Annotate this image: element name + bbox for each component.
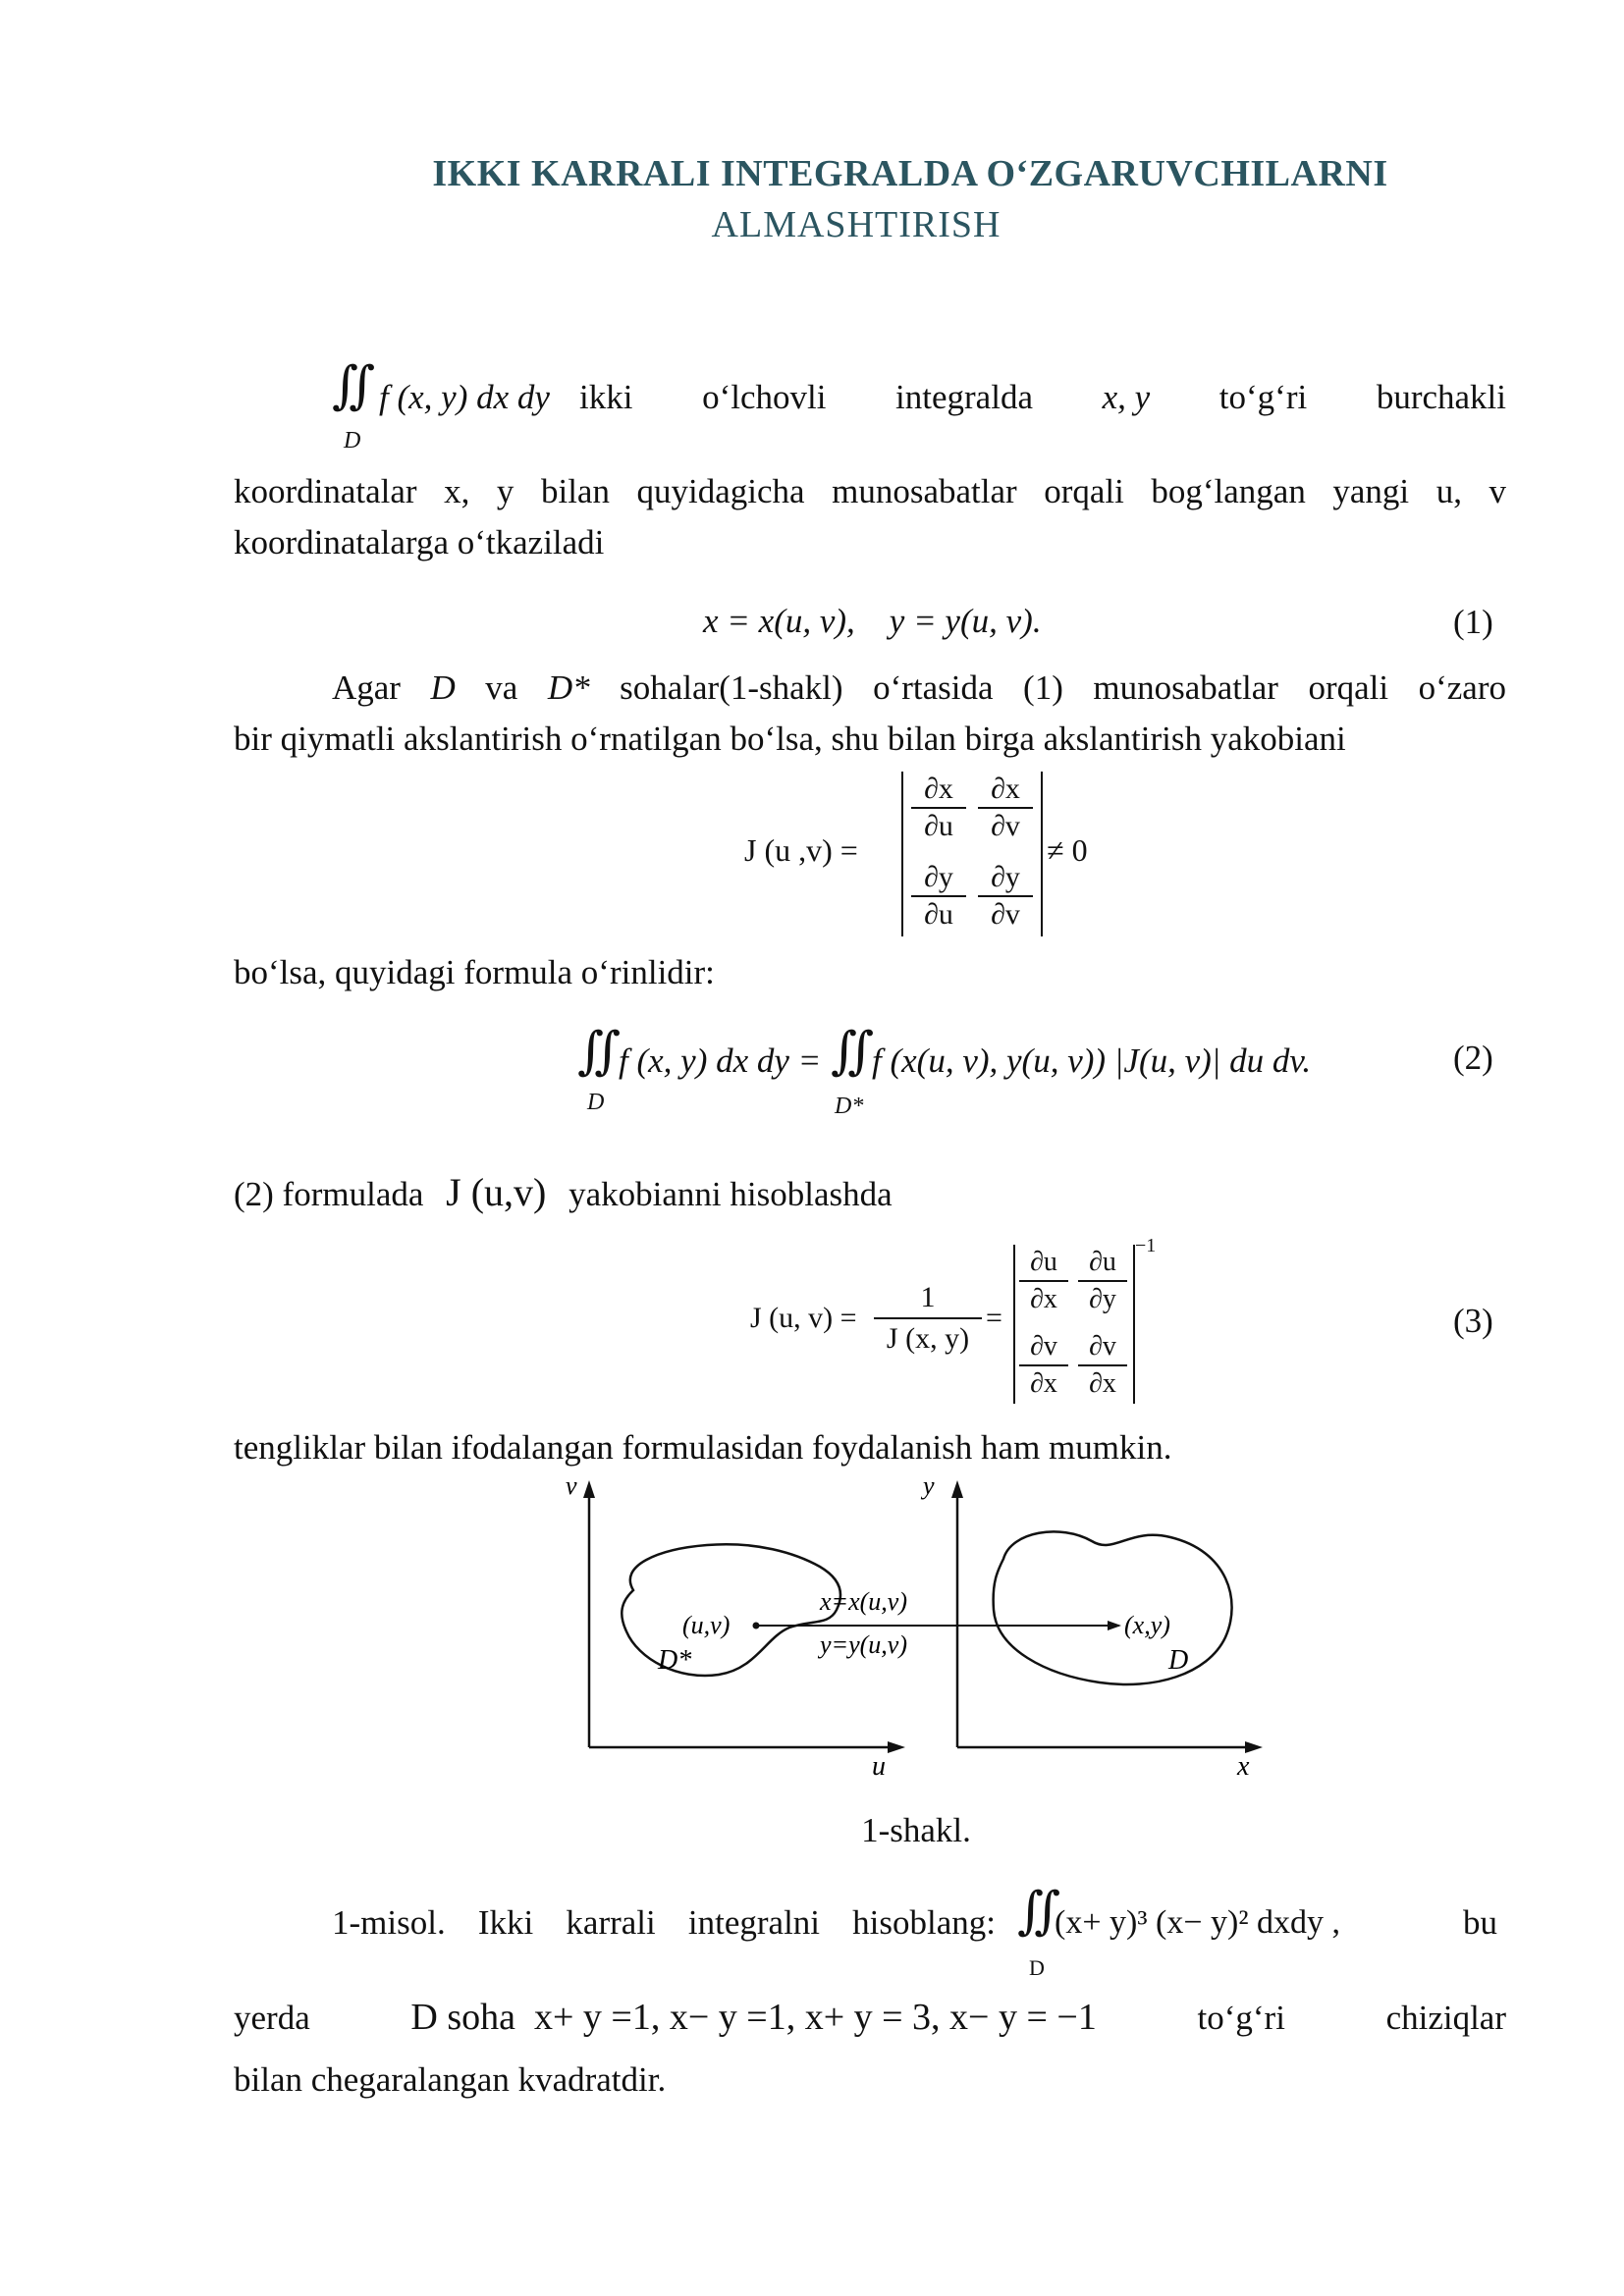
- jac-cell-xu: [911, 772, 966, 844]
- right-y-arrow: [951, 1480, 963, 1498]
- para1-integral: [332, 358, 376, 414]
- jac-den: ∂v: [991, 898, 1020, 931]
- label-map-y: y=y(u,v): [820, 1630, 907, 1659]
- double-integral-sign: ∬: [831, 1024, 875, 1080]
- eq3-determinant: [1013, 1245, 1135, 1404]
- eq3-equals: =: [986, 1302, 1002, 1334]
- equation-1-number: (1): [1453, 603, 1493, 641]
- eq2-lhs: f (x, y) dx dy =: [619, 1041, 822, 1080]
- example-conditions: D soha x+ y =1, x− y =1, x+ y = 3, x− y = −1: [410, 1997, 1097, 2038]
- jac-num: ∂x: [911, 772, 966, 809]
- para4: [234, 1168, 893, 1219]
- eq3-cell-ux: [1019, 1245, 1068, 1317]
- eq3-lhs: J (u, v) =: [750, 1302, 857, 1334]
- para1-line1: [579, 373, 1506, 422]
- jac-cell-xv: [978, 772, 1033, 844]
- example-integrand: (x+ y)³ (x− y)² dxdy ,: [1055, 1904, 1341, 1941]
- word: D: [430, 668, 456, 707]
- eq2-lhs-domain: D: [587, 1090, 605, 1115]
- para2-line1: [332, 664, 1506, 713]
- jacobian-lhs: J (u ,v) =: [744, 832, 858, 868]
- label-region-d-star: D*: [658, 1645, 692, 1676]
- example-integral-domain: D: [1029, 1955, 1045, 1980]
- word: sohalar(1-shakl): [620, 668, 843, 707]
- jac-den: ∂u: [924, 898, 953, 931]
- word: o‘zaro: [1418, 668, 1506, 707]
- word: munosabatlar: [1093, 668, 1278, 707]
- region-d-star: [622, 1544, 840, 1676]
- double-integral-sign: ∬: [332, 358, 376, 414]
- eq3-frac-num: 1: [874, 1278, 982, 1319]
- para4-prefix: (2) formulada: [234, 1175, 424, 1213]
- left-v-arrow: [583, 1480, 595, 1498]
- word: ikki: [579, 378, 633, 416]
- figure-1-caption: 1-shakl.: [861, 1811, 971, 1849]
- eq3-frac-den: J (x, y): [886, 1322, 970, 1355]
- equation-3-number: (3): [1453, 1302, 1493, 1340]
- word: (1): [1023, 668, 1063, 707]
- double-integral-sign: ∬: [1017, 1884, 1061, 1940]
- word: to‘g‘ri: [1197, 1999, 1285, 2037]
- word: yerda: [234, 1999, 310, 2037]
- eq3-cell-vx: [1019, 1329, 1068, 1402]
- eq3-num: ∂v: [1019, 1329, 1068, 1366]
- word: orqali: [1308, 668, 1389, 707]
- word: o‘lchovli: [702, 378, 827, 416]
- word: integralni: [687, 1903, 821, 1942]
- para4-jacobian: J (u,v): [446, 1170, 547, 1214]
- para1-integral-domain: D: [344, 428, 361, 454]
- axis-label-u: u: [872, 1751, 886, 1782]
- jac-den: ∂u: [924, 810, 953, 842]
- word: Ikki: [477, 1903, 534, 1942]
- left-u-arrow: [888, 1741, 905, 1753]
- jacobian-determinant: [901, 772, 1043, 936]
- title-line-1: IKKI KARRALI INTEGRALDA O‘ZGARUVCHILARNI: [432, 153, 1388, 194]
- word: va: [485, 668, 518, 707]
- axis-label-v: v: [566, 1472, 577, 1500]
- eq2-rhs-domain: D*: [835, 1094, 864, 1119]
- word: D*: [547, 668, 590, 707]
- eq3-num: ∂v: [1078, 1329, 1127, 1366]
- word: Agar: [332, 668, 401, 707]
- jacobian-rhs: ≠ 0: [1047, 832, 1088, 868]
- double-integral-sign: ∬: [577, 1024, 622, 1080]
- eq3-cell-uy: [1078, 1245, 1127, 1317]
- jac-num: ∂x: [978, 772, 1033, 809]
- para1-line2: koordinatalar x, y bilan quyidagicha munosabatlar orqali bog‘langan yangi u, v: [234, 472, 1506, 510]
- eq3-num: ∂u: [1019, 1245, 1068, 1282]
- eq2-rhs-integral: [831, 1024, 875, 1080]
- region-d: [994, 1531, 1232, 1684]
- eq3-num: ∂u: [1078, 1245, 1127, 1282]
- word: karrali: [566, 1903, 656, 1942]
- word: hisoblang:: [852, 1903, 996, 1942]
- eq3-den: ∂y: [1089, 1284, 1116, 1314]
- figure-1-diagram: [550, 1472, 1276, 1787]
- equation-1: x = x(u, v), y = y(u, v).: [703, 602, 1042, 640]
- example-line3: bilan chegaralangan kvadratdir.: [234, 2060, 667, 2099]
- eq3-power: −1: [1135, 1235, 1157, 1256]
- word: x, y: [1102, 378, 1151, 416]
- eq2-lhs-integral: [577, 1024, 622, 1080]
- word: burchakli: [1376, 378, 1506, 416]
- eq3-cell-vx2: [1078, 1329, 1127, 1402]
- eq3-den: ∂x: [1030, 1368, 1057, 1399]
- para1-line3: koordinatalarga o‘tkaziladi: [234, 523, 605, 561]
- para3: bo‘lsa, quyidagi formula o‘rinlidir:: [234, 953, 715, 991]
- para1-integrand: f (x, y) dx dy: [379, 378, 550, 416]
- label-point-uv: (u,v): [682, 1611, 731, 1639]
- para4-suffix: yakobianni hisoblashda: [568, 1175, 893, 1213]
- jac-cell-yu: [911, 860, 966, 933]
- jac-num: ∂y: [978, 860, 1033, 897]
- example-line1: [332, 1898, 996, 1948]
- word: to‘g‘ri: [1218, 378, 1308, 416]
- axis-label-y: y: [923, 1472, 935, 1500]
- jac-num: ∂y: [911, 860, 966, 897]
- eq3-den: ∂x: [1089, 1368, 1116, 1399]
- equation-2-number: (2): [1453, 1039, 1493, 1077]
- eq3-den: ∂x: [1030, 1284, 1057, 1314]
- label-map-x: x=x(u,v): [820, 1587, 907, 1616]
- jac-cell-yv: [978, 860, 1033, 933]
- jac-den: ∂v: [991, 810, 1020, 842]
- word: 1-misol.: [332, 1903, 446, 1942]
- example-tail: bu: [1463, 1903, 1497, 1942]
- word: o‘rtasida: [873, 668, 994, 707]
- eq2-rhs: f (x(u, v), y(u, v)) |J(u, v)| du dv.: [872, 1041, 1312, 1080]
- label-region-d: D: [1168, 1645, 1189, 1676]
- para2-line2: bir qiymatli akslantirish o‘rnatilgan bo‘lsa, shu bilan birga akslantirish yakobiani: [234, 720, 1346, 758]
- axis-label-x: x: [1237, 1751, 1250, 1782]
- title-line-2: ALMASHTIRISH: [711, 204, 1001, 245]
- para5: tengliklar bilan ifodalangan formulasidan foydalanish ham mumkin.: [234, 1428, 1172, 1467]
- example-line2: [234, 1993, 1506, 2043]
- mapping-arrow: [1108, 1621, 1121, 1630]
- eq3-fraction: [874, 1278, 982, 1359]
- label-point-xy: (x,y): [1124, 1611, 1170, 1639]
- point-uv: [753, 1623, 760, 1629]
- word: chiziqlar: [1385, 1999, 1506, 2037]
- word: integralda: [895, 378, 1033, 416]
